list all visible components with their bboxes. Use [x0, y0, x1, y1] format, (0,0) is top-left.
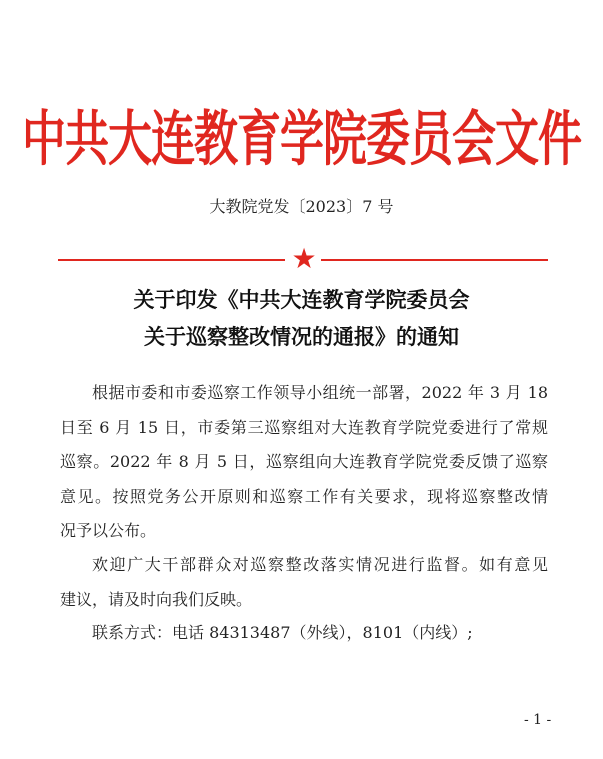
paragraph-line: 况予以公布。	[60, 521, 157, 540]
notice-title-line-1: 关于印发《中共大连教育学院委员会	[133, 288, 470, 312]
paragraph-line: 日至 6 月 15 日，市委第三巡察组对大连教育学院党委进行了常规	[60, 417, 548, 437]
document-masthead: 中共大连教育学院委员会文件	[22, 105, 581, 175]
paragraph-line: 欢迎广大干部群众对巡察整改落实情况进行监督。如有意见	[92, 555, 548, 574]
notice-title-line-2: 关于巡察整改情况的通报》的通知	[144, 325, 459, 349]
contact-info	[82, 616, 548, 651]
contact-line: 联系方式：电话 84313487（外线），8101（内线）;	[92, 623, 473, 642]
page-number: - 1 -	[524, 712, 552, 728]
separator-line-left	[58, 259, 285, 261]
red-separator	[58, 242, 548, 276]
star-icon: ★	[291, 242, 317, 275]
body-paragraph-1	[60, 376, 548, 549]
paragraph-line: 建议，请及时向我们反映。	[60, 589, 253, 609]
paragraph-line: 意见。按照党务公开原则和巡察工作有关要求，现将巡察整改情	[60, 486, 548, 506]
separator-line-right	[321, 259, 548, 261]
paragraph-line: 巡察。2022 年 8 月 5 日，巡察组向大连教育学院党委反馈了巡察	[60, 452, 548, 471]
document-number: 大教院党发〔2023〕7 号	[209, 197, 394, 216]
body-paragraph-2	[60, 548, 548, 617]
paragraph-line: 根据市委和市委巡察工作领导小组统一部署，2022 年 3 月 18	[92, 383, 548, 402]
